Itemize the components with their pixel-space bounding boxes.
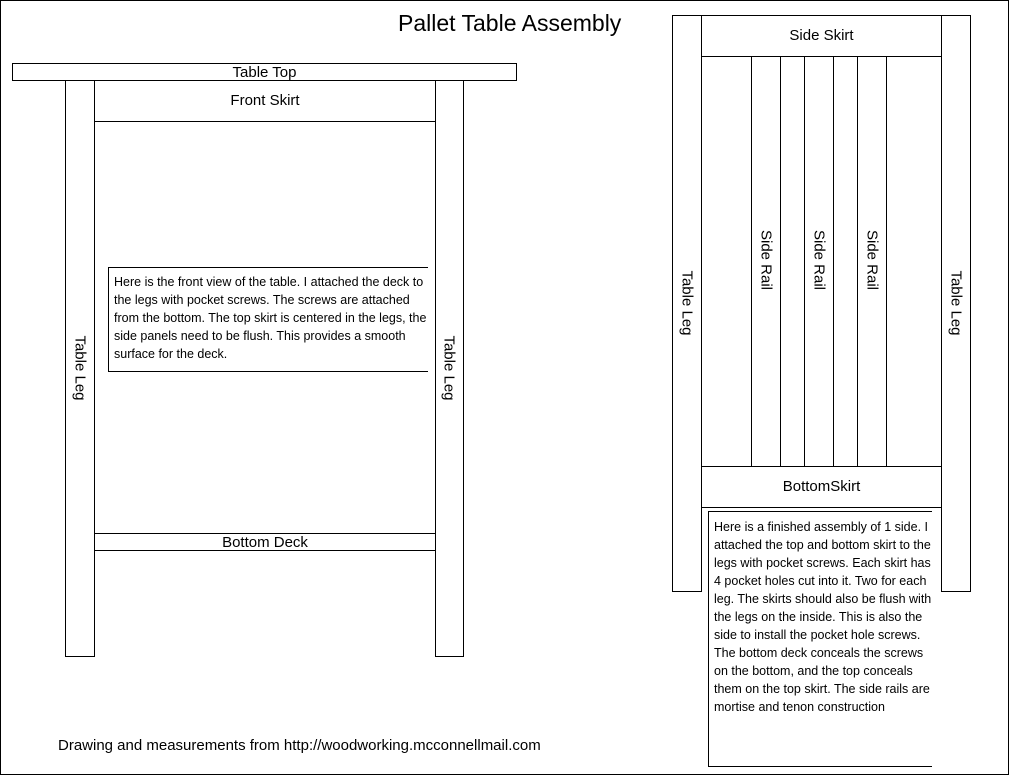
side-rail-label: Side Rail [757,229,775,291]
page-title: Pallet Table Assembly [398,10,622,36]
side-left-leg-label: Table Leg [678,270,696,336]
front-skirt-label: Front Skirt [230,91,300,109]
front-view-note: Here is the front view of the table. I attached the deck to the legs with pocket screws. The screws are attached from the bottom. The top skirt is centered in the legs, the side panels need to be flush. This provides a smooth surface for the deck. [108,267,428,372]
side-rail-label: Side Rail [810,229,828,291]
bottom-deck-label: Bottom Deck [222,533,308,551]
front-left-leg-label: Table Leg [71,335,89,401]
side-skirt-label: Side Skirt [789,26,854,44]
side-view-note: Here is a finished assembly of 1 side. I attached the top and bottom skirt to the legs with pocket screws. Each skirt has 4 pocket holes cut into it. Two for each leg. The skirts should also be flush with the legs on the inside. This is also the side to install the pocket hole screws. The bottom deck conceals the screws on the bottom, and the top conceals them on the top skirt. The side rails are mortise and tenon construction [708,511,932,767]
table-top-label: Table Top [232,63,297,81]
front-right-leg-label: Table Leg [440,335,458,401]
bottom-skirt-label: BottomSkirt [782,477,861,495]
footer-credit: Drawing and measurements from http://woodworking.mcconnellmail.com [58,737,541,754]
side-rail-label: Side Rail [863,229,881,291]
side-right-leg-label: Table Leg [947,270,965,336]
